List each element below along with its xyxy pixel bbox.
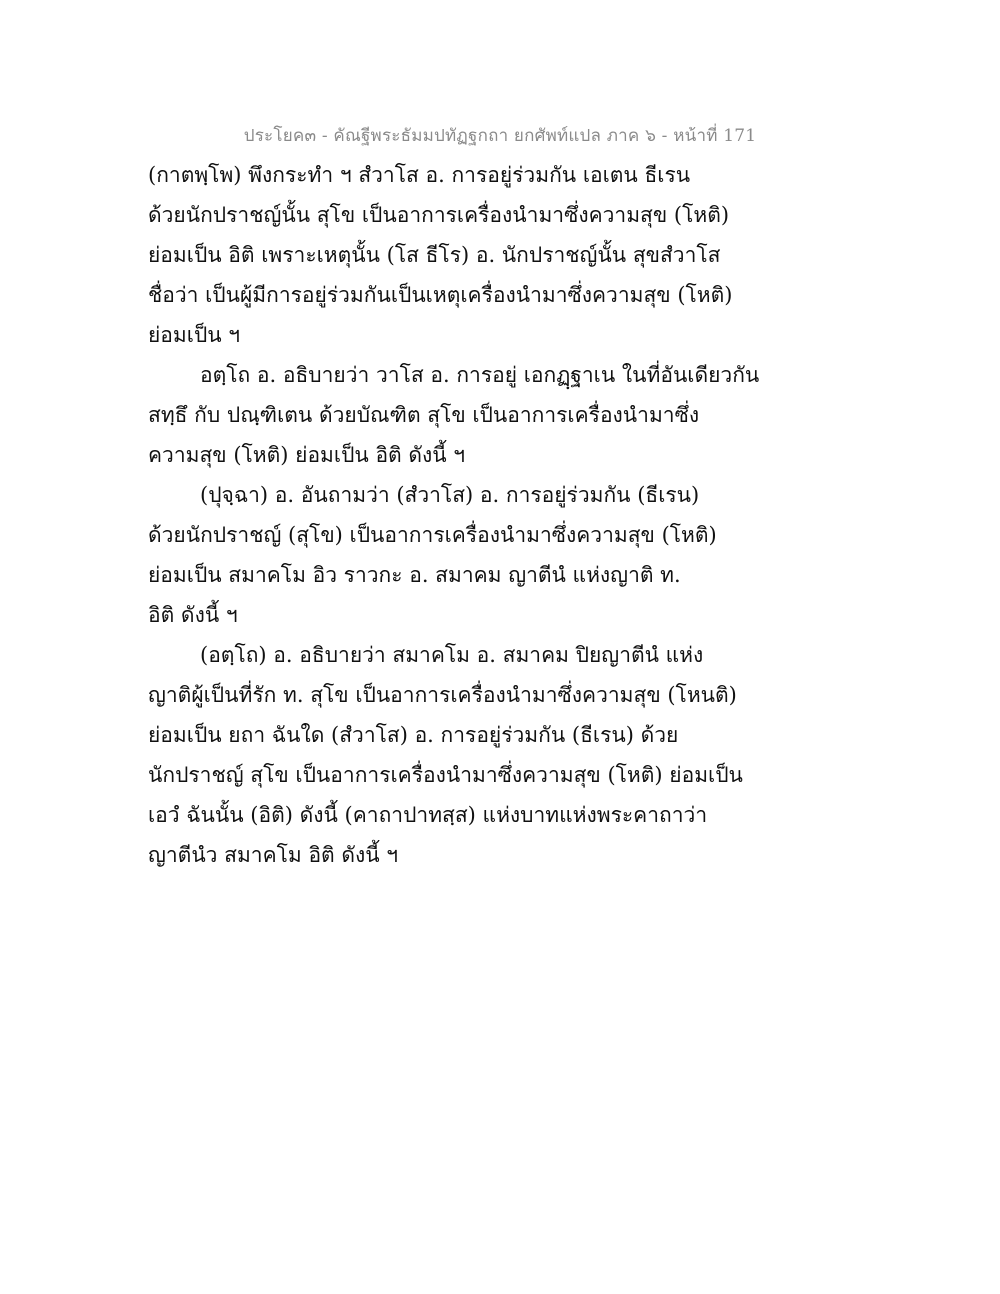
text-line: (กาตพฺโพ) พึงกระทำ ฯ สํวาโส อ. การอยู่ร่วมกัน เอเตน ธีเรน <box>148 163 691 187</box>
text-line: ย่อมเป็น ยถา ฉันใด (สํวาโส) อ. การอยู่ร่วมกัน (ธีเรน) ด้วย <box>148 723 679 747</box>
text-line: ชื่อว่า เป็นผู้มีการอยู่ร่วมกันเป็นเหตุเครื่องนำมาซึ่งความสุข (โหติ) <box>148 283 733 307</box>
paragraph <box>148 635 848 875</box>
text-line: ย่อมเป็น สมาคโม อิว ราวกะ อ. สมาคม ญาตีนํ แห่งญาติ ท. <box>148 563 681 587</box>
paragraph <box>148 155 848 355</box>
text-line: นักปราชญ์ สุโข เป็นอาการเครื่องนำมาซึ่งความสุข (โหติ) ย่อมเป็น <box>148 763 743 787</box>
text-line: (ปุจฺฉา) อ. อันถามว่า (สํวาโส) อ. การอยู่ร่วมกัน (ธีเรน) <box>200 483 700 507</box>
text-line: ด้วยนักปราชญ์นั้น สุโข เป็นอาการเครื่องนำมาซึ่งความสุข (โหติ) <box>148 203 730 227</box>
text-line: เอวํ ฉันนั้น (อิติ) ดังนี้ (คาถาปาทสฺส) แห่งบาทแห่งพระคาถาว่า <box>148 803 708 827</box>
text-line: (อตฺโถ) อ. อธิบายว่า สมาคโม อ. สมาคม ปิยญาตีนํ แห่ง <box>200 643 704 667</box>
page-header: ประโยค๓ - คัณฐีพระธัมมปทัฏฐกถา ยกศัพท์แปล ภาค ๖ - หน้าที่ 171 <box>243 126 757 146</box>
text-line: อตฺโถ อ. อธิบายว่า วาโส อ. การอยู่ เอกฏฺฐาเน ในที่อันเดียวกัน <box>200 363 760 387</box>
text-line: ญาติผู้เป็นที่รัก ท. สุโข เป็นอาการเครื่องนำมาซึ่งความสุข (โหนติ) <box>148 683 737 707</box>
paragraph <box>148 355 848 475</box>
text-line: ความสุข (โหติ) ย่อมเป็น อิติ ดังนี้ ฯ <box>148 443 466 467</box>
document-body <box>148 155 848 875</box>
text-line: อิติ ดังนี้ ฯ <box>148 603 238 627</box>
text-line: ญาตีนํว สมาคโม อิติ ดังนี้ ฯ <box>148 843 399 867</box>
text-line: ย่อมเป็น ฯ <box>148 323 241 347</box>
text-line: ด้วยนักปราชญ์ (สุโข) เป็นอาการเครื่องนำมาซึ่งความสุข (โหติ) <box>148 523 717 547</box>
text-line: ย่อมเป็น อิติ เพราะเหตุนั้น (โส ธีโร) อ. นักปราชญ์นั้น สุขสํวาโส <box>148 243 721 267</box>
paragraph <box>148 475 848 635</box>
text-line: สทฺธึ กับ ปณฺฑิเตน ด้วยบัณฑิต สุโข เป็นอาการเครื่องนำมาซึ่ง <box>148 403 700 427</box>
